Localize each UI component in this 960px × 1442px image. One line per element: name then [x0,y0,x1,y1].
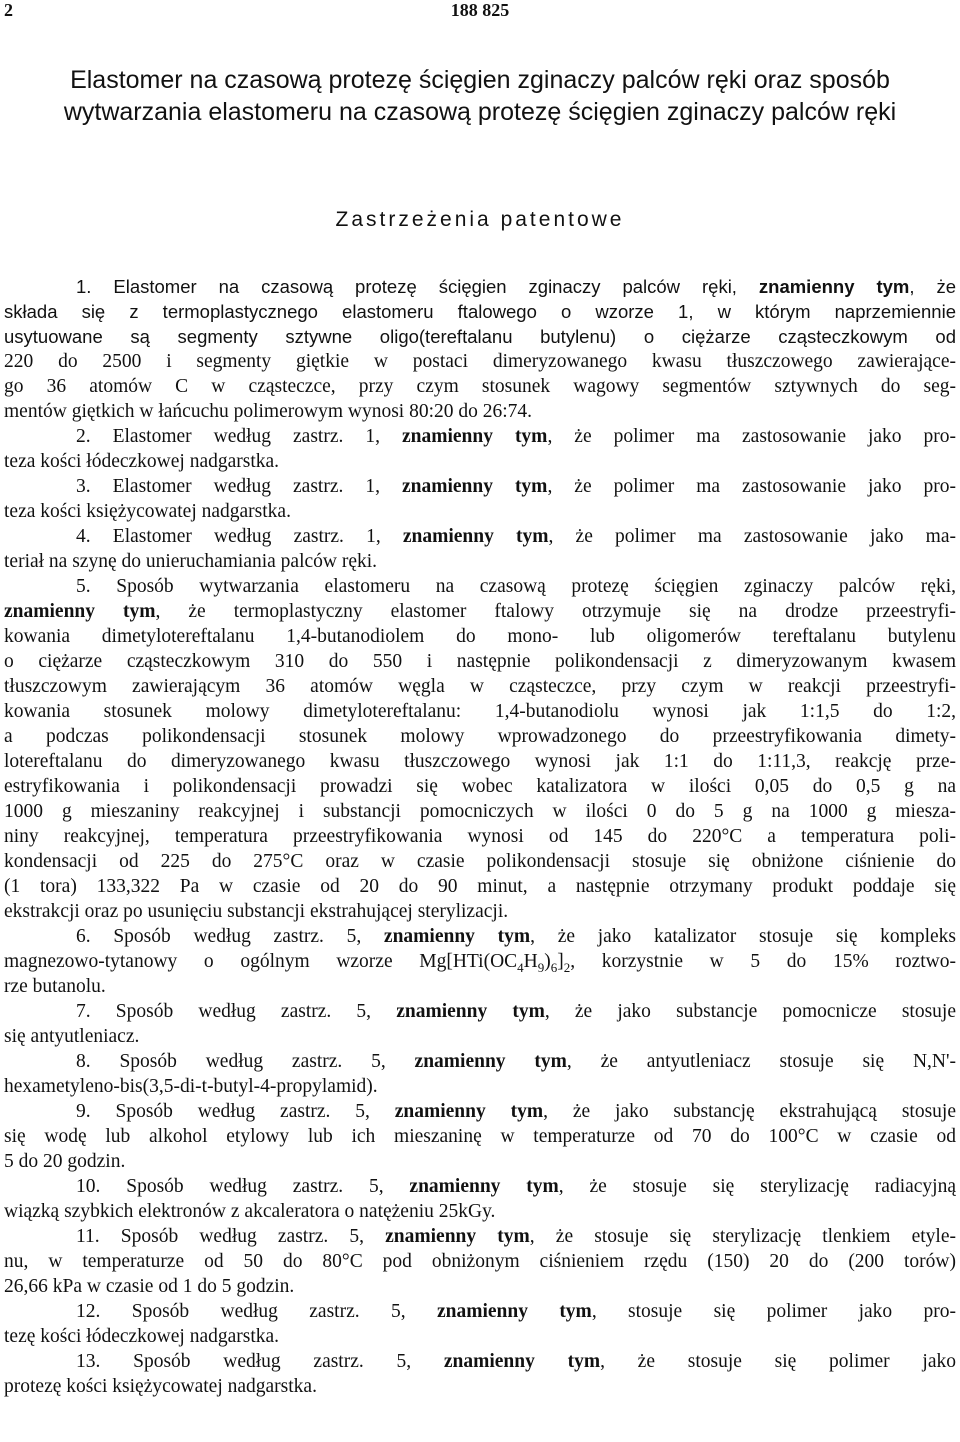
claims-list [4,274,956,1399]
claim-9-line: się wodę lub alkohol etylowy lub ich mieszaninę w temperaturze od 70 do 100°C w czasie od [4,1126,956,1147]
claim-keyword: znamienny tym [758,276,910,297]
claim-keyword: znamienny tym [401,426,548,447]
claim-2-line: teza kości łódeczkowej nadgarstka. [4,451,280,472]
claim-5-line: 1000 g mieszaniny reakcyjnej i substancji pomocniczych w ilości 0 do 5 g na 1000 g miesza- [4,801,956,822]
claim-keyword: znamienny tym [402,526,549,547]
claim-10-line: 10. Sposób według zastrz. 5, znamienny tym, że stosuje się sterylizację radiacyjną [76,1176,956,1197]
claim-8-line: 8. Sposób według zastrz. 5, znamienny tym, że antyutleniacz stosuje się N,N'- [76,1051,956,1072]
claim-keyword: znamienny tym [396,1001,545,1022]
claim-5-line: kondensacji od 225 do 275°C oraz w czasie polikondensacji stosuje się obniżone ciśnienie do [4,851,956,872]
claim-5-line: kowania dimetylotereftalanu 1,4-butanodiolem do mono- lub oligomerów tereftalanu butylenu [4,626,956,647]
claim-5-line: (1 tora) 133,322 Pa w czasie od 20 do 90 minut, a następnie otrzymany produkt poddaje się [4,876,956,897]
patent-number: 188 825 [450,0,510,20]
claim-keyword: znamienny tym [436,1301,592,1322]
claim-keyword: znamienny tym [443,1351,601,1372]
claim-keyword: znamienny tym [385,1226,530,1247]
claim-5-line: znamienny tym, że termoplastyczny elastomer ftalowy otrzymuje się na drodze przeestryfi- [4,601,956,622]
page-number: 2 [4,0,13,20]
claim-5-line: ekstrakcji oraz po usunięciu substancji ekstrahującej sterylizacji. [4,901,509,922]
claim-3-line: teza kości księżycowatej nadgarstka. [4,501,291,522]
claim-1-line: go 36 atomów C w cząsteczce, przy czym stosunek wagowy segmentów sztywnych do seg- [4,376,956,397]
claim-3-line: 3. Elastomer według zastrz. 1, znamienny tym, że polimer ma zastosowanie jako pro- [76,476,956,497]
claim-keyword: znamienny tym [4,601,156,622]
claim-5-line: niny reakcyjnej, temperatura przeestryfikowania wynosi od 145 do 220°C a temperatura poli- [4,826,956,847]
claim-9-line: 5 do 20 godzin. [4,1151,126,1172]
claim-5-line: 5. Sposób wytwarzania elastomeru na czasową protezę ścięgien zginaczy palców ręki, [76,576,956,597]
claim-5-line: kowania stosunek molowy dimetylotereftalanu: 1,4-butanodiolu wynosi jak 1:1,5 do 1:2, [4,701,956,722]
claim-1-line: 220 do 2500 i segmenty giętkie w postaci dimeryzowanego kwasu tłuszczowego zawierające- [4,351,956,372]
claim-7-line: 7. Sposób według zastrz. 5, znamienny tym, że jako substancje pomocnicze stosuje [76,1001,956,1022]
claim-12-line: 12. Sposób według zastrz. 5, znamienny tym, stosuje się polimer jako pro- [76,1301,956,1322]
claim-5-line: o ciężarze cząsteczkowym 310 do 550 i następnie polikondensacji z dimeryzowanym kwasem [4,651,956,672]
claim-7-line: się antyutleniacz. [4,1026,140,1047]
claim-11-line: nu, w temperaturze od 50 do 80°C pod obniżonym ciśnieniem rzędu (150) 20 do (200 torów) [4,1251,956,1272]
document-title [0,64,960,128]
title-line: wytwarzania elastomeru na czasową protezę ścięgien zginaczy palców ręki [63,98,897,126]
section-heading: Zastrzeżenia patentowe [335,208,625,231]
page-header [0,0,960,22]
claim-2-line: 2. Elastomer według zastrz. 1, znamienny tym, że polimer ma zastosowanie jako pro- [76,426,956,447]
claim-11-line: 26,66 kPa w czasie od 1 do 5 godzin. [4,1276,295,1297]
claim-5-line: estryfikowania i polikondensacji prowadzi się wobec katalizatora w ilości 0,05 do 0,5 g na [4,776,956,797]
claim-5-line: lotereftalanu do dimeryzowanego kwasu tłuszczowego wynosi jak 1:1 do 1:11,3, reakcję prze- [4,751,956,772]
claim-1-line: mentów giętkich w łańcuchu polimerowym wynosi 80:20 do 26:74. [4,401,533,422]
claim-6-line: magnezowo-tytanowy o ogólnym wzorze $Mg[HTi(OC_4H_9)_6]_2$, korzystnie w 5 do 15% roztwo- [4,951,956,974]
claim-12-line: tezę kości łódeczkowej nadgarstka. [4,1326,280,1347]
claim-5-line: a podczas polikondensacji stosunek molowy wprowadzonego do przeestryfikowania dimety- [4,726,956,747]
claim-1-line: składa się z termoplastycznego elastomeru ftalowego o wzorze 1, w którym naprzemiennie [4,301,956,322]
title-line: Elastomer na czasową protezę ścięgien zginaczy palców ręki oraz sposób [70,66,890,94]
claim-keyword: znamienny tym [383,926,531,947]
claim-4-line: teriał na szynę do unieruchamiania palców ręki. [4,551,378,572]
claim-4-line: 4. Elastomer według zastrz. 1, znamienny tym, że polimer ma zastosowanie jako ma- [76,526,956,547]
claim-keyword: znamienny tym [394,1101,544,1122]
claim-1-line: 1. Elastomer na czasową protezę ścięgien zginaczy palców ręki, znamienny tym, że [76,276,956,297]
claim-1-line: usytuowane są segmenty sztywne oligo(tereftalanu butylenu) o ciężarze cząsteczkowym od [4,326,956,347]
claim-keyword: znamienny tym [414,1051,567,1072]
claim-13-line: 13. Sposób według zastrz. 5, znamienny tym, że stosuje się polimer jako [76,1351,956,1372]
claim-8-line: hexametyleno-bis(3,5-di-t-butyl-4-propylamid). [4,1076,378,1097]
claim-keyword: znamienny tym [401,476,548,497]
claim-11-line: 11. Sposób według zastrz. 5, znamienny tym, że stosuje się sterylizację tlenkiem etyle- [76,1226,956,1247]
claim-13-line: protezę kości księżycowatej nadgarstka. [4,1376,317,1397]
claim-9-line: 9. Sposób według zastrz. 5, znamienny tym, że jako substancję ekstrahującą stosuje [76,1101,956,1122]
claim-6-line: 6. Sposób według zastrz. 5, znamienny tym, że jako katalizator stosuje się kompleks [76,926,956,947]
claim-keyword: znamienny tym [409,1176,559,1197]
claim-5-line: tłuszczowym zawierającym 36 atomów węgla w cząsteczce, przy czym w reakcji przeestryfi- [4,676,956,697]
claim-10-line: wiązką szybkich elektronów z akcaleratora o natężeniu 25kGy. [4,1201,496,1222]
claim-6-line: rze butanolu. [4,976,106,997]
